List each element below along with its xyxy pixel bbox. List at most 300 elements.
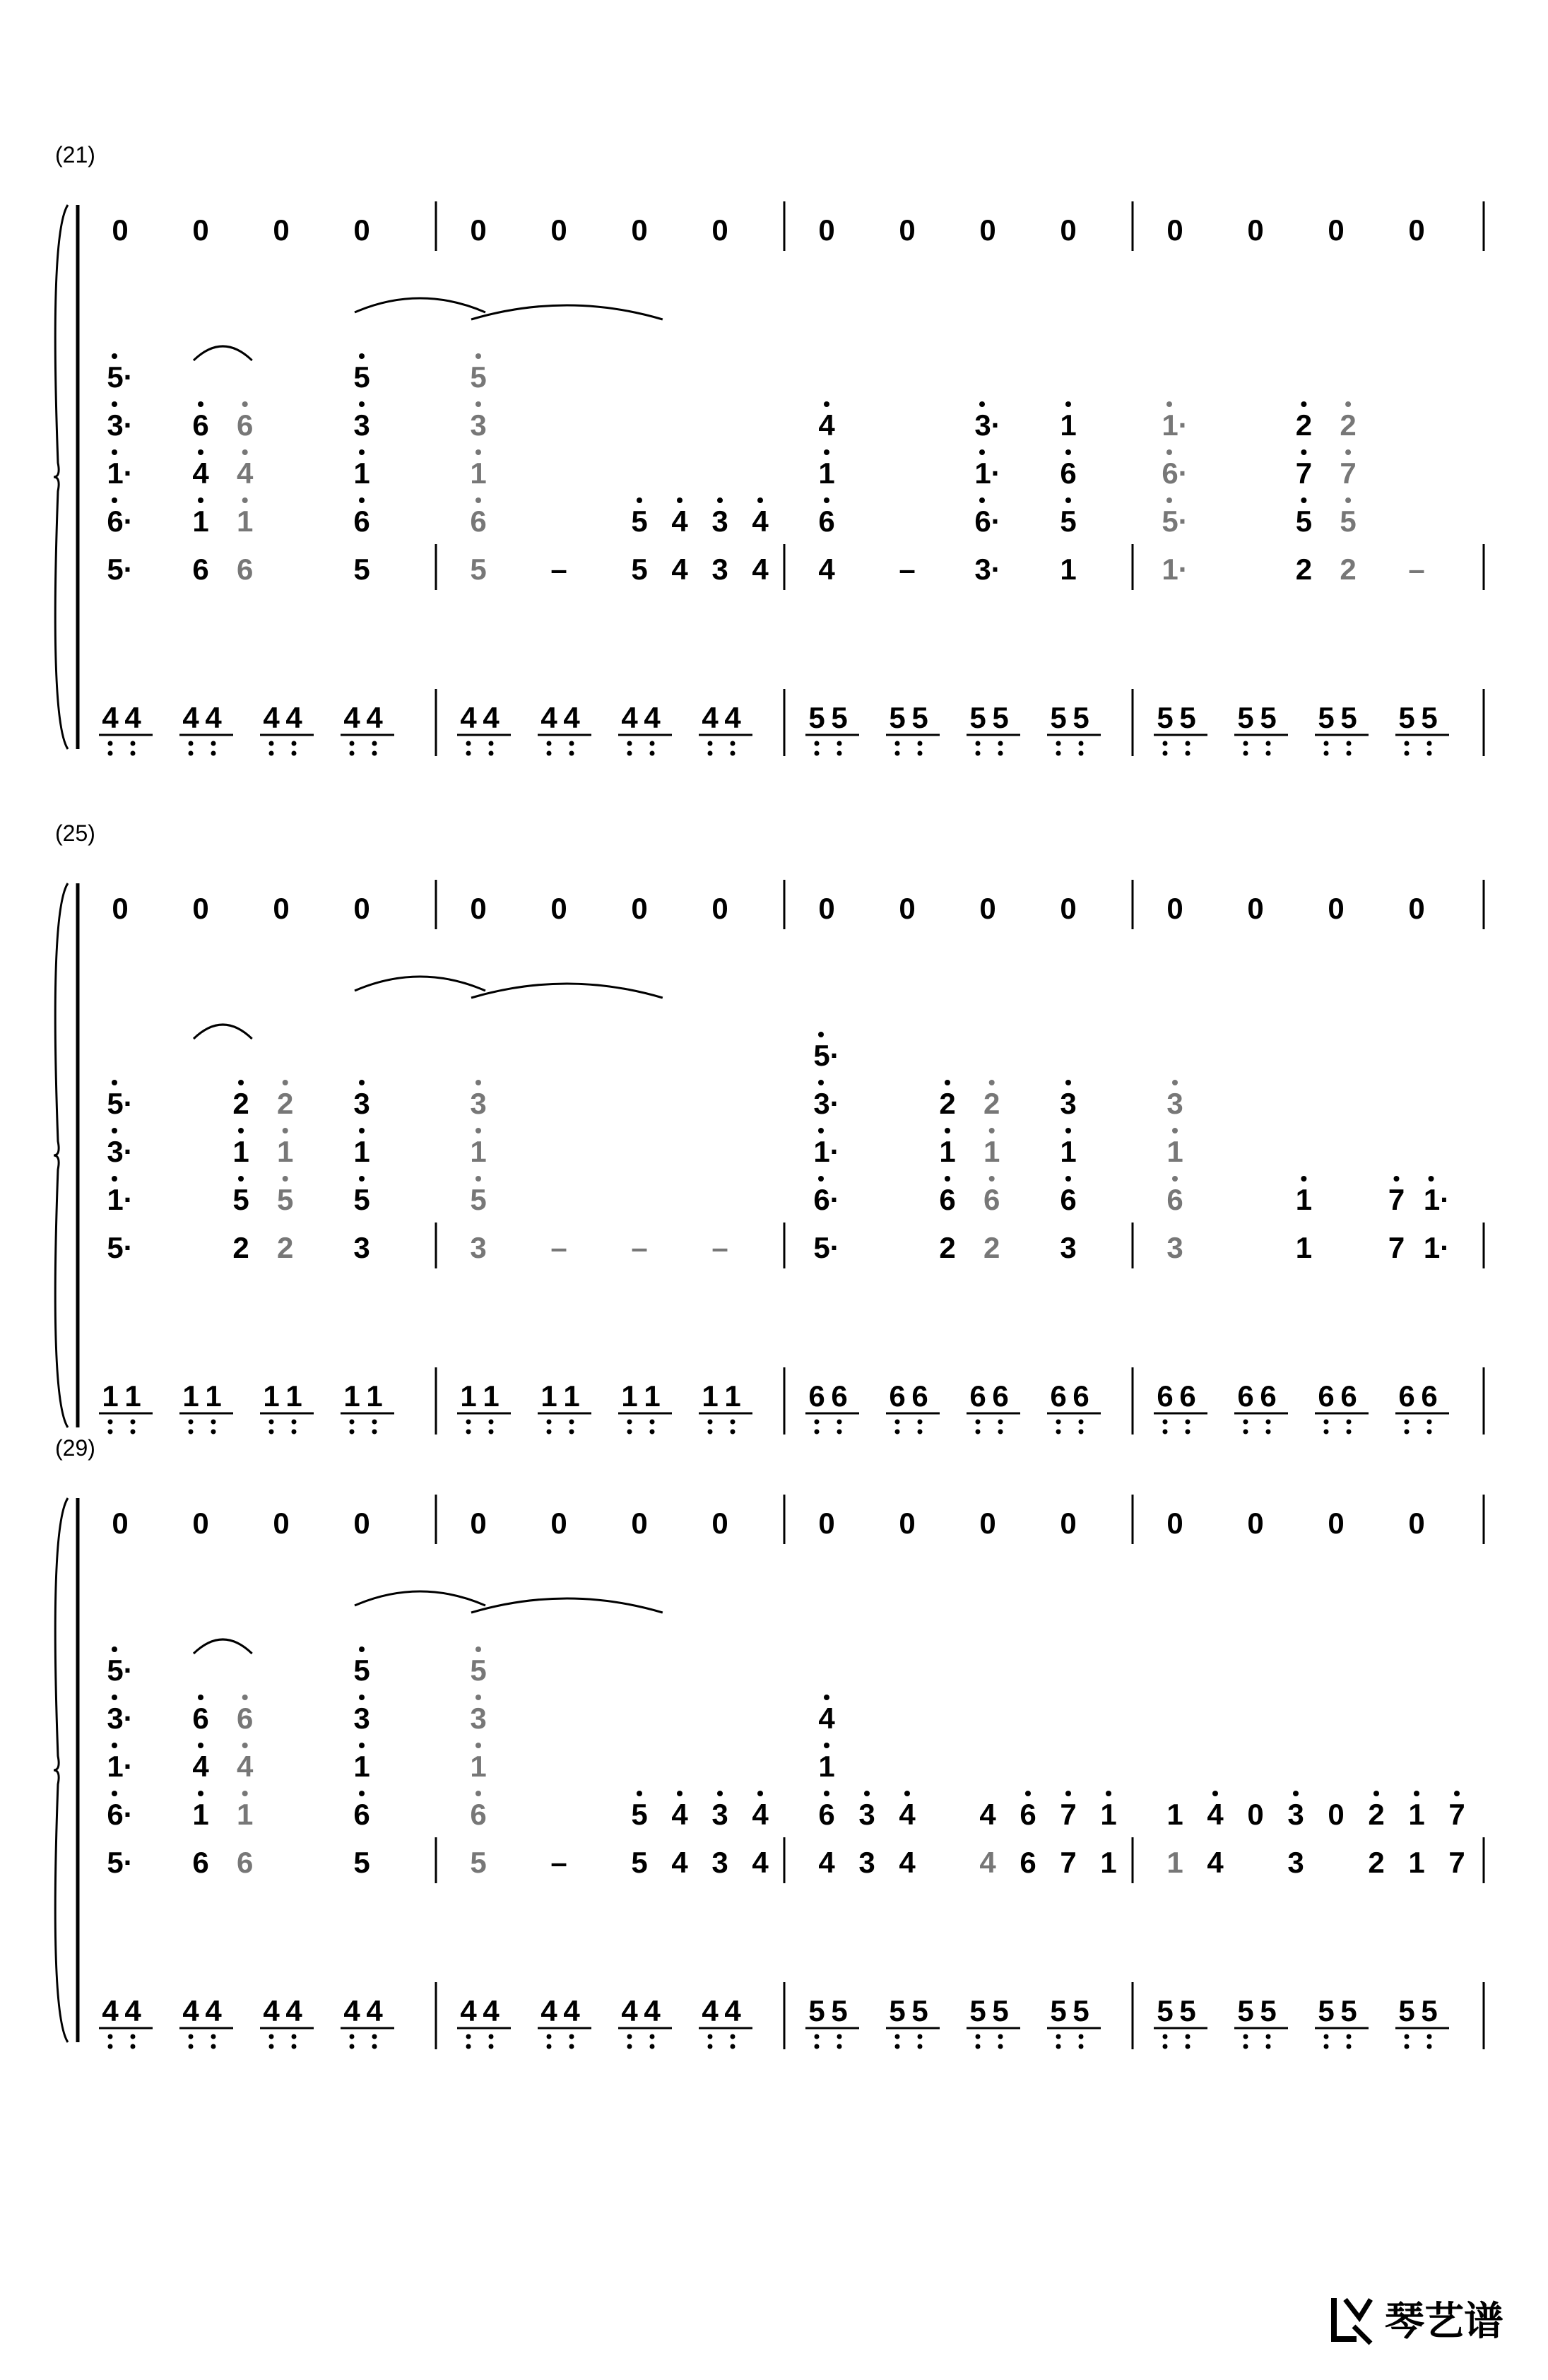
chord-note: 3· [813, 1087, 840, 1120]
bass-note: 4 [124, 1994, 141, 2027]
chord-note: 1 [470, 1135, 487, 1168]
chord-note: 6 [1060, 1183, 1077, 1216]
octave-dot [131, 2044, 136, 2049]
octave-dot [189, 1420, 194, 1425]
octave-dot [895, 2034, 900, 2039]
chord-note: 5 [232, 1183, 249, 1216]
chord-note: 6 [818, 505, 835, 538]
bass-note: 6 [911, 1379, 928, 1413]
melody-note: 0 [470, 1507, 487, 1540]
octave-dot [359, 1791, 365, 1796]
bass-note: 5 [911, 701, 928, 734]
octave-dot [1243, 2034, 1248, 2039]
octave-dot [989, 1176, 995, 1182]
chord-note: 4 [1207, 1798, 1224, 1831]
melody-note: 0 [273, 892, 290, 925]
octave-dot [372, 2034, 377, 2039]
chord-note: 5 [1060, 505, 1077, 538]
octave-dot [359, 1743, 365, 1748]
octave-dot [1345, 401, 1351, 407]
chord-note: 1· [813, 1135, 840, 1168]
octave-dot [350, 2034, 355, 2039]
octave-dot [824, 1743, 829, 1748]
bass-note: 1 [366, 1379, 383, 1413]
octave-dot [211, 2034, 216, 2039]
octave-dot [1186, 2034, 1190, 2039]
chord-note: 1 [232, 1135, 249, 1168]
octave-dot [569, 751, 574, 756]
octave-dot [837, 2044, 842, 2049]
melody-note: 0 [711, 892, 728, 925]
bass-note: 6 [1050, 1379, 1067, 1413]
bass-note: 5 [1179, 701, 1196, 734]
chord-note: 5 [353, 1183, 370, 1216]
octave-dot [359, 1128, 365, 1133]
bass-note: 4 [540, 1994, 557, 2027]
score-system [54, 1435, 1484, 2049]
chord-note: 4 [1207, 1846, 1224, 1879]
octave-dot [918, 741, 923, 746]
octave-dot [818, 1128, 824, 1133]
chord-note: 6 [1060, 456, 1077, 490]
melody-note: 0 [192, 1507, 209, 1540]
chord-note: 3 [353, 1231, 370, 1264]
octave-dot [489, 1420, 494, 1425]
octave-dot [108, 741, 113, 746]
octave-dot [112, 1695, 117, 1700]
chord-note: 1 [818, 456, 835, 490]
bass-note: 5 [808, 1994, 825, 2027]
chord-note: 0 [1247, 1798, 1264, 1831]
octave-dot [350, 741, 355, 746]
octave-dot [1345, 449, 1351, 455]
chord-note: 5 [631, 553, 648, 586]
bass-note: 4 [124, 701, 141, 734]
octave-dot [475, 1695, 481, 1700]
octave-dot [372, 1430, 377, 1435]
octave-dot [283, 1128, 288, 1133]
bass-note: 4 [205, 1994, 222, 2027]
bass-note: 4 [483, 701, 500, 734]
melody-note: 0 [1060, 1507, 1077, 1540]
octave-dot [1065, 497, 1071, 503]
octave-dot [475, 1176, 481, 1182]
octave-dot [198, 449, 203, 455]
octave-dot [945, 1176, 950, 1182]
melody-note: 0 [818, 213, 835, 247]
chord-note: 4 [899, 1798, 916, 1831]
bass-note: 4 [724, 1994, 741, 2027]
octave-dot [489, 1430, 494, 1435]
chord-note: 6 [237, 553, 254, 586]
octave-dot [1405, 1430, 1410, 1435]
chord-note: 3· [107, 1702, 134, 1735]
bass-note: 5 [969, 1994, 986, 2027]
bass-note: 6 [992, 1379, 1009, 1413]
measure-number: (29) [55, 1435, 95, 1461]
octave-dot [283, 1176, 288, 1182]
slur-arc [194, 1639, 252, 1654]
octave-dot [372, 751, 377, 756]
octave-dot [1079, 2044, 1084, 2049]
chord-note: 1 [353, 456, 370, 490]
octave-dot [837, 2034, 842, 2039]
octave-dot [1427, 1430, 1432, 1435]
chord-note: 3 [470, 408, 487, 442]
octave-dot [1166, 497, 1172, 503]
octave-dot [475, 401, 481, 407]
chord-note: 1 [818, 1750, 835, 1783]
melody-note: 0 [192, 892, 209, 925]
melody-note: 0 [273, 1507, 290, 1540]
octave-dot [359, 1695, 365, 1700]
octave-dot [824, 1791, 829, 1796]
octave-dot [131, 1430, 136, 1435]
chord-note: 6 [237, 408, 254, 442]
bass-note: 1 [124, 1379, 141, 1413]
octave-dot [238, 1080, 244, 1085]
octave-dot [489, 741, 494, 746]
octave-dot [292, 751, 297, 756]
chord-note: 6 [192, 553, 209, 586]
octave-dot [1324, 751, 1329, 756]
chord-note: 4 [818, 408, 835, 442]
bass-note: 4 [366, 701, 383, 734]
octave-dot [731, 741, 735, 746]
chord-note: 1· [1162, 553, 1188, 586]
chord-note: 5 [353, 1846, 370, 1879]
chord-note: 7 [1340, 456, 1357, 490]
bass-note: 5 [889, 1994, 906, 2027]
chord-note: 5 [470, 1183, 487, 1216]
octave-dot [1186, 751, 1190, 756]
bass-note: 5 [992, 1994, 1009, 2027]
bass-note: 1 [205, 1379, 222, 1413]
chord-note: 1 [192, 1798, 209, 1831]
octave-dot [242, 497, 248, 503]
octave-dot [677, 1791, 683, 1796]
bass-note: 4 [644, 1994, 661, 2027]
octave-dot [1056, 741, 1061, 746]
octave-dot [475, 1646, 481, 1652]
octave-dot [1079, 751, 1084, 756]
bass-note: 6 [889, 1379, 906, 1413]
octave-dot [1429, 1176, 1434, 1182]
chord-note: 1· [1162, 408, 1188, 442]
octave-dot [569, 2044, 574, 2049]
bass-note: 4 [182, 1994, 199, 2027]
octave-dot [945, 1080, 950, 1085]
melody-note: 0 [1328, 892, 1345, 925]
bass-note: 5 [1318, 701, 1335, 734]
chord-note: 3 [353, 1087, 370, 1120]
melody-note: 0 [112, 1507, 129, 1540]
octave-dot [815, 741, 820, 746]
bass-note: 1 [460, 1379, 477, 1413]
chord-note: 5· [107, 1087, 134, 1120]
chord-note: 3 [470, 1702, 487, 1735]
chord-note: 4 [752, 553, 769, 586]
octave-dot [292, 1430, 297, 1435]
octave-dot [998, 751, 1003, 756]
melody-note: 0 [1408, 1507, 1425, 1540]
octave-dot [1301, 449, 1306, 455]
octave-dot [211, 751, 216, 756]
octave-dot [627, 1420, 632, 1425]
bass-note: 6 [1398, 1379, 1415, 1413]
chord-note: 5 [631, 505, 648, 538]
melody-note: 0 [1166, 1507, 1183, 1540]
bass-note: 1 [724, 1379, 741, 1413]
chord-note: 5 [353, 360, 370, 394]
octave-dot [1414, 1791, 1419, 1796]
octave-dot [1163, 2044, 1168, 2049]
chord-note: 1 [1295, 1231, 1313, 1264]
octave-dot [1347, 1420, 1352, 1425]
chord-note: 3 [353, 1702, 370, 1735]
chord-note: 6· [974, 505, 1001, 538]
octave-dot [1324, 2034, 1329, 2039]
octave-dot [1079, 741, 1084, 746]
chord-note: 6 [470, 505, 487, 538]
octave-dot [1324, 741, 1329, 746]
chord-note: 1 [1408, 1798, 1425, 1831]
octave-dot [238, 1128, 244, 1133]
octave-dot [198, 1791, 203, 1796]
octave-dot [731, 2034, 735, 2039]
chord-note: 2 [983, 1231, 1000, 1264]
octave-dot [359, 449, 365, 455]
octave-dot [1186, 2044, 1190, 2049]
octave-dot [824, 1695, 829, 1700]
slur-arc [194, 1025, 252, 1039]
chord-note: 4 [818, 553, 835, 586]
chord-note: 7 [1060, 1846, 1077, 1879]
chord-note: 5 [1340, 505, 1357, 538]
chord-note: 1 [1166, 1846, 1183, 1879]
chord-note: 1 [939, 1135, 956, 1168]
octave-dot [189, 741, 194, 746]
octave-dot [708, 2044, 713, 2049]
octave-dot [1056, 1420, 1061, 1425]
octave-dot [489, 2044, 494, 2049]
bass-note: 5 [1340, 701, 1357, 734]
chord-note: 6· [813, 1183, 840, 1216]
octave-dot [1347, 2034, 1352, 2039]
octave-dot [650, 1420, 655, 1425]
bass-note: 5 [1157, 1994, 1174, 2027]
chord-note: 3 [1166, 1087, 1183, 1120]
chord-note: 7 [1295, 456, 1313, 490]
octave-dot [359, 353, 365, 359]
octave-dot [1079, 1430, 1084, 1435]
chord-note: 6 [1020, 1798, 1036, 1831]
bass-note: 1 [182, 1379, 199, 1413]
chord-note: 7 [1388, 1231, 1405, 1264]
melody-note: 0 [711, 1507, 728, 1540]
octave-dot [372, 2044, 377, 2049]
chord-note: 6 [1166, 1183, 1183, 1216]
melody-note: 0 [1247, 892, 1264, 925]
bass-note: 4 [285, 701, 302, 734]
melody-note: 0 [979, 892, 996, 925]
chord-note: 3· [974, 408, 1001, 442]
chord-note: 3 [711, 1798, 728, 1831]
melody-note: 0 [818, 1507, 835, 1540]
octave-dot [547, 751, 552, 756]
octave-dot [569, 1420, 574, 1425]
bass-note: 5 [1421, 1994, 1438, 2027]
octave-dot [242, 449, 248, 455]
chord-note: 5 [631, 1846, 648, 1879]
octave-dot [627, 751, 632, 756]
bass-note: 6 [1179, 1379, 1196, 1413]
chord-note: 3 [470, 1231, 487, 1264]
bass-note: 1 [563, 1379, 580, 1413]
octave-dot [1065, 449, 1071, 455]
measure-number: (21) [55, 142, 95, 167]
octave-dot [904, 1791, 910, 1796]
melody-note: 0 [192, 213, 209, 247]
octave-dot [837, 1430, 842, 1435]
bass-note: 6 [808, 1379, 825, 1413]
chord-note: 5· [107, 553, 134, 586]
octave-dot [189, 2044, 194, 2049]
octave-dot [1427, 741, 1432, 746]
bass-note: 6 [1318, 1379, 1335, 1413]
bass-note: 1 [702, 1379, 719, 1413]
chord-note: 3 [1166, 1231, 1183, 1264]
bass-note: 4 [460, 1994, 477, 2027]
chord-note: 3 [1287, 1798, 1304, 1831]
octave-dot [475, 1743, 481, 1748]
score-system [54, 820, 1484, 1435]
octave-dot [269, 1420, 274, 1425]
octave-dot [895, 2044, 900, 2049]
bass-note: 4 [702, 1994, 719, 2027]
octave-dot [112, 1080, 117, 1085]
slur-arc [194, 346, 252, 360]
octave-dot [108, 1420, 113, 1425]
octave-dot [350, 751, 355, 756]
melody-note: 0 [979, 1507, 996, 1540]
chord-note: 6 [237, 1702, 254, 1735]
octave-dot [198, 1695, 203, 1700]
octave-dot [677, 497, 683, 503]
octave-dot [708, 751, 713, 756]
chord-note: 1 [237, 505, 254, 538]
bass-note: 4 [205, 701, 222, 734]
octave-dot [547, 2034, 552, 2039]
octave-dot [475, 1128, 481, 1133]
octave-dot [895, 741, 900, 746]
octave-dot [189, 1430, 194, 1435]
octave-dot [211, 1420, 216, 1425]
octave-dot [708, 1430, 713, 1435]
bass-note: 4 [366, 1994, 383, 2027]
chord-note: 1 [1060, 408, 1077, 442]
bass-note: 5 [1179, 1994, 1196, 2027]
bass-note: 5 [1050, 1994, 1067, 2027]
chord-note: 4 [671, 553, 688, 586]
octave-dot [1347, 2044, 1352, 2049]
octave-dot [757, 1791, 763, 1796]
bass-note: 5 [889, 701, 906, 734]
octave-dot [637, 497, 642, 503]
octave-dot [918, 1420, 923, 1425]
octave-dot [998, 1420, 1003, 1425]
chord-note: 1 [1295, 1183, 1313, 1216]
octave-dot [824, 449, 829, 455]
chord-note: 1 [1100, 1846, 1117, 1879]
octave-dot [372, 1420, 377, 1425]
octave-dot [569, 1430, 574, 1435]
octave-dot [211, 2044, 216, 2049]
octave-dot [112, 1646, 117, 1652]
slur-arc [355, 1591, 485, 1606]
octave-dot [475, 497, 481, 503]
chord-note: 2 [277, 1087, 294, 1120]
octave-dot [359, 1080, 365, 1085]
octave-dot [466, 1430, 471, 1435]
melody-note: 0 [1328, 213, 1345, 247]
chord-note: 6 [983, 1183, 1000, 1216]
chord-note: 1 [470, 1750, 487, 1783]
bass-note: 6 [1421, 1379, 1438, 1413]
octave-dot [979, 497, 985, 503]
bass-note: 5 [1260, 701, 1277, 734]
chord-note: 4 [192, 1750, 209, 1783]
octave-dot [1427, 751, 1432, 756]
melody-note: 0 [353, 213, 370, 247]
octave-dot [824, 401, 829, 407]
octave-dot [1324, 1420, 1329, 1425]
octave-dot [1186, 1430, 1190, 1435]
brace-icon [54, 205, 68, 749]
chord-note: 3 [1060, 1087, 1077, 1120]
octave-dot [1345, 497, 1351, 503]
octave-dot [1186, 741, 1190, 746]
octave-dot [1079, 1420, 1084, 1425]
octave-dot [1427, 1420, 1432, 1425]
octave-dot [1427, 2044, 1432, 2049]
octave-dot [1065, 1080, 1071, 1085]
octave-dot [350, 1420, 355, 1425]
octave-dot [815, 2034, 820, 2039]
octave-dot [815, 1420, 820, 1425]
chord-note: 6· [107, 1798, 134, 1831]
octave-dot [1186, 1420, 1190, 1425]
chord-note: 2 [983, 1087, 1000, 1120]
octave-dot [359, 1176, 365, 1182]
chord-note: 3· [107, 408, 134, 442]
chord-note: 3 [711, 1846, 728, 1879]
octave-dot [717, 1791, 723, 1796]
octave-dot [815, 1430, 820, 1435]
octave-dot [627, 2034, 632, 2039]
chord-note: 6 [818, 1798, 835, 1831]
dash-symbol: – [899, 553, 916, 586]
chord-note: 3 [353, 408, 370, 442]
chord-note: 1· [974, 456, 1001, 490]
octave-dot [466, 2044, 471, 2049]
octave-dot [1065, 401, 1071, 407]
melody-note: 0 [550, 213, 567, 247]
chord-note: 2 [1295, 553, 1313, 586]
chord-note: 4 [752, 505, 769, 538]
octave-dot [1405, 2034, 1410, 2039]
octave-dot [998, 2034, 1003, 2039]
